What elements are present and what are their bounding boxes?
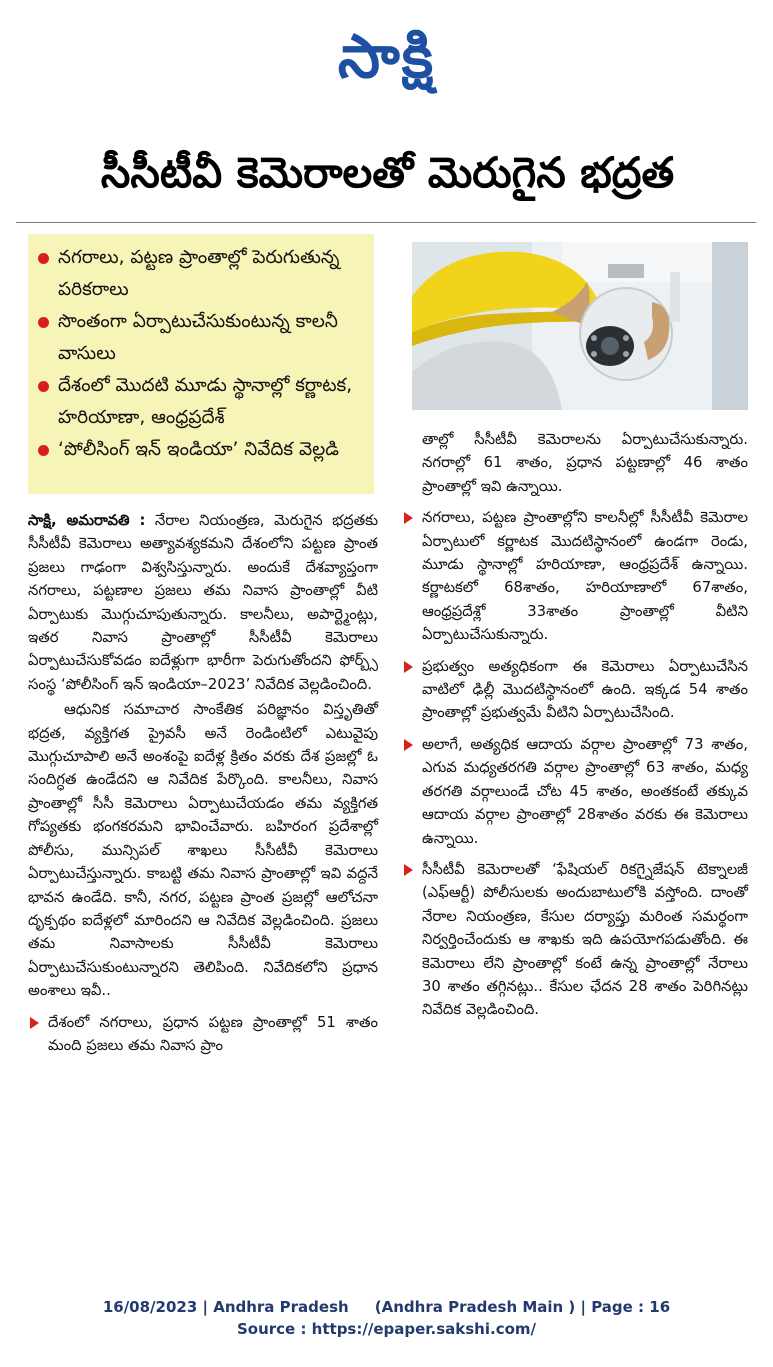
article-headline: సీసీటీవీ కెమెరాలతో మెరుగైన భద్రత (100, 148, 675, 197)
bullet-dot-icon (38, 317, 49, 328)
article-bullet: అలాగే, అత్యధిక ఆదాయ వర్గాల ప్రాంతాల్లో 73 శాతం, ఎగువ మధ్యతరగతి వర్గాల ప్రాంతాల్లో 63 శాతం, మధ్య తరగతి వర్గాలుండే చోట 45 శాతం, అంతకంటే తక్కువ ఆదాయ వర్గాల ప్రాంతాల్లో 28శాతం వరకు ఈ కెమెరాలు ఉన్నాయి. (402, 733, 748, 850)
highlight-item: దేశంలో మొదటి మూడు స్థానాల్లో కర్ణాటక, హరియాణా, ఆంధ్రప్రదేశ్ (38, 370, 366, 434)
divider (16, 222, 756, 223)
footer-source: Source : https://epaper.sakshi.com/ (236, 1320, 536, 1338)
article-paragraph: సాక్షి, అమరావతి : నేరాల నియంత్రణ, మెరుగైన భద్రతకు సీసీటీవీ కెమెరాలు అత్యావశ్యకమని దేశంలోని పట్టణ ప్రాంత ప్రజలు గాఢంగా విశ్వసిస్తున్నారు. అందుకే దేశవ్యాప్తంగా నగరాలు, పట్టణాల ప్రజలు తమ నివాస ప్రాంతాల్లో వీటి ఏర్పాటుకు మొగ్గుచూపుతున్నారు. కాలనీలు, అపార్ట్మెంట్లు, ఇతర నివాస ప్రాంతాల్లో సీసీటీవీ కెమెరాలు ఏర్పాటుచేసుకోవడం ఐదేళ్లుగా భారీగా పెరుగుతోందని ఫోర్బ్స్ సంస్థ ‘పోలీసింగ్ ఇన్ ఇండియా–2023’ నివేదిక వెల్లడించింది. (28, 512, 378, 693)
article-paragraph: ఆధునిక సమాచార సాంకేతిక పరిజ్ఞానం విస్తృతితో భద్రత, వ్యక్తిగత ప్రైవసీ అనే రెండింటిలో ఎటువైపు మొగ్గుచూపాలి అనే అంశంపై ఐదేళ్ల క్రితం వరకు దేశ ప్రజల్లో ఓ సందిగ్ధత ఉండేదని ఆ నివేదిక పేర్కొంది. కాలనీలు, నివాస ప్రాంతాల్లో సీసీ కెమెరాలు ఏర్పాటుచేయడం తమ వ్యక్తిగత గోప్యతకు భంగకరమని భావించేవారు. బహిరంగ ప్రదేశాల్లో పోలీసు, మున్సిపల్ శాఖలు సీసీటీవీ కెమెరాలు ఏర్పాటుచేస్తున్నారు. కాబట్టి తమ నివాస ప్రాంతాల్లో ఇవి వద్దనే భావన ఉండేది. కానీ, నగర, పట్టణ ప్రాంత ప్రజల్లో ఆలోచనా దృక్పథం ఐదేళ్లలో మారిందని ఆ నివేదిక వెల్లడించింది. ప్రజలు తమ నివాసాలకు సీసీటీవీ కెమెరాలు ఏర్పాటుచేసుకుంటున్నారని తెలిపింది. నివేదికలోని ప్రధాన అంశాలు ఇవీ.. (28, 701, 378, 1000)
bullet-triangle-icon (30, 1017, 39, 1029)
article-paragraph: తాల్లో సీసీటీవీ కెమెరాలను ఏర్పాటుచేసుకున్నారు. నగరాల్లో 61 శాతం, ప్రధాన పట్టణాల్లో 46 శాతం ప్రాంతాల్లో ఇవి ఉన్నాయి. (422, 431, 748, 495)
bullet-triangle-icon (404, 739, 413, 751)
masthead-logo: సాక్షి (337, 22, 436, 92)
bullet-triangle-icon (404, 864, 413, 876)
dateline: సాక్షి, అమరావతి : (28, 512, 146, 529)
highlight-item: సొంతంగా ఏర్పాటుచేసుకుంటున్న కాలనీ వాసులు (38, 306, 366, 370)
cctv-camera-illustration (412, 242, 748, 410)
article-bullet: దేశంలో నగరాలు, ప్రధాన పట్టణ ప్రాంతాల్లో 51 శాతం మంది ప్రజలు తమ నివాస ప్రాం (28, 1011, 378, 1058)
highlight-item: నగరాలు, పట్టణ ప్రాంతాల్లో పెరుగుతున్న పరికరాలు (38, 242, 366, 306)
bullet-triangle-icon (404, 661, 413, 673)
highlights-box (28, 234, 374, 494)
cctv-worker-photo (412, 242, 748, 410)
article-bullet: సీసీటీవీ కెమెరాలతో ‘ఫేషియల్ రికగ్నైజేషన్ టెక్నాలజీ (ఎఫ్ఆర్టీ) పోలీసులకు అందుబాటులోకి వస్తోంది. దాంతో నేరాల నియంత్రణ, కేసుల దర్యాప్తు మరింత సమర్థంగా నిర్వర్తించేందుకు ఆ శాఖకు ఇది ఉపయోగపడుతోంది. ఈ కెమెరాలు లేని ప్రాంతాల్లో కంటే ఉన్న ప్రాంతాల్లో నేరాలు 30 శాతం తగ్గినట్లు.. కేసుల ఛేదన 28 శాతం పెరిగినట్లు నివేదిక వెల్లడించింది. (402, 858, 748, 1022)
footer-meta: 16/08/2023 | Andhra Pradesh (Andhra Pradesh Main ) | Page : 16 (102, 1298, 671, 1316)
article-bullet: నగరాలు, పట్టణ ప్రాంతాల్లోని కాలనీల్లో సీసీటీవీ కెమెరాల ఏర్పాటులో కర్ణాటక మొదటిస్థానంలో ఉండగా రెండు, మూడు స్థానాల్లో హరియాణా, ఆంధ్రప్రదేశ్ ఉన్నాయి. కర్ణాటకలో 68శాతం, హరియాణాలో 67శాతం, ఆంధ్రప్రదేశ్లో 33శాతం ప్రాంతాల్లో వీటిని ఏర్పాటుచేసుకున్నారు. (402, 506, 748, 646)
bullet-dot-icon (38, 445, 49, 456)
highlight-item: ‘పోలీసింగ్ ఇన్ ఇండియా’ నివేదిక వెల్లడి (38, 434, 366, 466)
article-bullet: ప్రభుత్వం అత్యధికంగా ఈ కెమెరాలు ఏర్పాటుచేసిన వాటిలో ఢిల్లీ మొదటిస్థానంలో ఉంది. ఇక్కడ 54 శాతం ప్రాంతాల్లో ప్రభుత్వమే వీటిని ఏర్పాటుచేసింది. (402, 655, 748, 725)
article-left-column (28, 509, 378, 1057)
article-right-column (402, 428, 748, 1022)
bullet-triangle-icon (404, 512, 413, 524)
bullet-dot-icon (38, 381, 49, 392)
bullet-dot-icon (38, 253, 49, 264)
